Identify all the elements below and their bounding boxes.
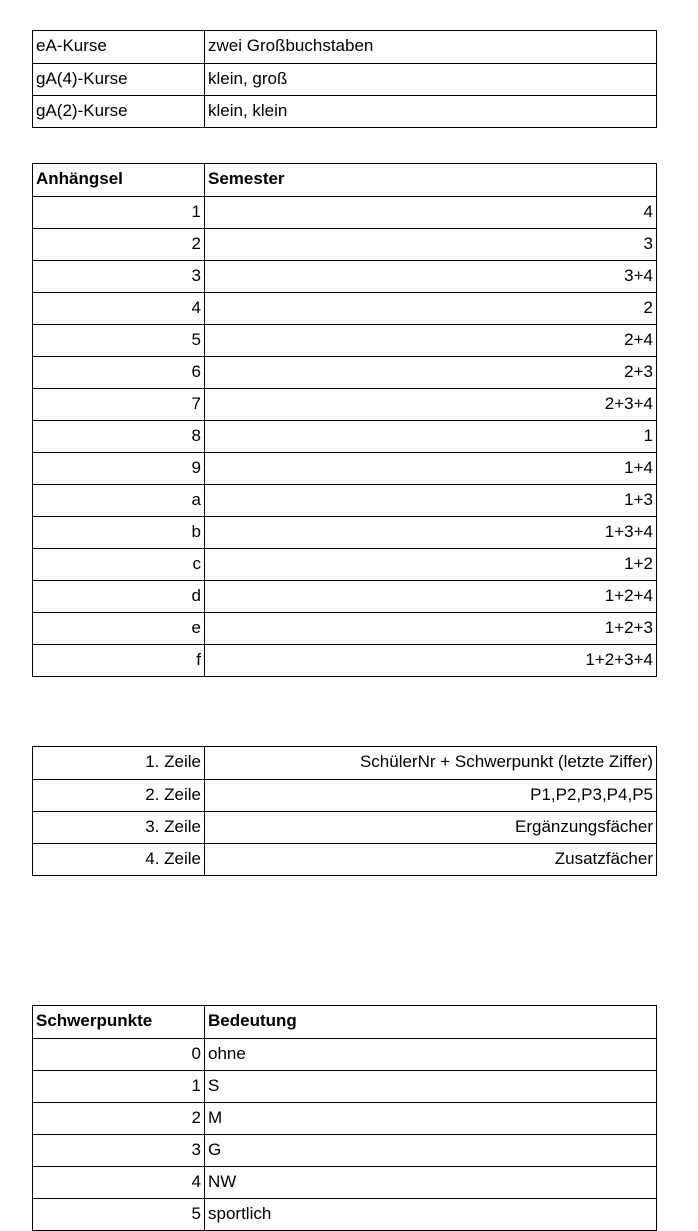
course-type-value: klein, groß	[208, 69, 288, 88]
table-row	[33, 356, 656, 388]
table-row	[33, 484, 656, 516]
table-row	[33, 747, 656, 779]
course-types-table	[32, 30, 657, 128]
table-row	[33, 420, 656, 452]
lines-table	[32, 746, 657, 876]
course-type-label: eA-Kurse	[33, 31, 205, 63]
semester-cell: 2	[643, 298, 653, 317]
semester-cell: 3+4	[624, 266, 653, 285]
focus-meaning-cell: M	[208, 1108, 223, 1127]
focus-meaning-cell: S	[208, 1076, 220, 1095]
line-content-cell: P1,P2,P3,P4,P5	[530, 785, 653, 804]
table-row	[33, 644, 656, 676]
table-header-row	[33, 164, 656, 196]
line-number-cell: 2. Zeile	[33, 780, 205, 811]
suffix-cell: 3	[33, 261, 205, 292]
line-content-cell: Zusatzfächer	[554, 849, 653, 868]
suffix-cell: d	[33, 581, 205, 612]
line-content-cell: SchülerNr + Schwerpunkt (letzte Ziffer)	[359, 752, 653, 771]
course-type-value: zwei Großbuchstaben	[208, 36, 374, 55]
suffix-cell: 9	[33, 453, 205, 484]
column-header-suffix: Anhängsel	[33, 164, 205, 196]
suffix-cell: c	[33, 549, 205, 580]
column-header-focus: Schwerpunkte	[33, 1006, 205, 1038]
focus-code-cell: 2	[33, 1103, 205, 1134]
semester-cell: 1+2	[624, 554, 653, 573]
semester-cell: 2+3+4	[604, 394, 653, 413]
table-row	[33, 843, 656, 875]
suffix-cell: 4	[33, 293, 205, 324]
table-row	[33, 324, 656, 356]
focus-code-cell: 3	[33, 1135, 205, 1166]
semester-cell: 1+2+4	[604, 586, 653, 605]
table-row	[33, 1102, 656, 1134]
column-header-semester: Semester	[208, 169, 285, 188]
table-header-row	[33, 1006, 656, 1038]
suffix-semester-table	[32, 163, 657, 677]
semester-cell: 1+3	[624, 490, 653, 509]
table-row	[33, 196, 656, 228]
suffix-cell: 1	[33, 197, 205, 228]
focus-areas-table	[32, 1005, 657, 1231]
table-row	[33, 63, 656, 95]
table-row	[33, 1070, 656, 1102]
table-row	[33, 548, 656, 580]
focus-code-cell: 4	[33, 1167, 205, 1198]
table-row	[33, 612, 656, 644]
line-content-cell: Ergänzungsfächer	[515, 817, 653, 836]
semester-cell: 2+4	[624, 330, 653, 349]
semester-cell: 1+2+3	[604, 618, 653, 637]
focus-code-cell: 5	[33, 1199, 205, 1230]
course-type-value: klein, klein	[208, 101, 288, 120]
line-number-cell: 3. Zeile	[33, 812, 205, 843]
suffix-cell: a	[33, 485, 205, 516]
course-type-label: gA(4)-Kurse	[33, 64, 205, 95]
suffix-cell: 7	[33, 389, 205, 420]
table-row	[33, 1166, 656, 1198]
focus-meaning-cell: G	[208, 1140, 222, 1159]
semester-cell: 4	[643, 202, 653, 221]
table-row	[33, 1038, 656, 1070]
table-row	[33, 1134, 656, 1166]
focus-meaning-cell: ohne	[208, 1044, 246, 1063]
semester-cell: 1	[643, 426, 653, 445]
suffix-cell: b	[33, 517, 205, 548]
focus-code-cell: 1	[33, 1071, 205, 1102]
semester-cell: 1+3+4	[604, 522, 653, 541]
suffix-cell: f	[33, 645, 205, 676]
focus-meaning-cell: NW	[208, 1172, 237, 1191]
column-header-meaning: Bedeutung	[208, 1011, 297, 1030]
table-row	[33, 95, 656, 127]
suffix-cell: e	[33, 613, 205, 644]
suffix-cell: 2	[33, 229, 205, 260]
table-row	[33, 31, 656, 63]
table-row	[33, 811, 656, 843]
table-row	[33, 1198, 656, 1230]
table-row	[33, 516, 656, 548]
semester-cell: 1+4	[624, 458, 653, 477]
table-row	[33, 580, 656, 612]
table-row	[33, 388, 656, 420]
table-row	[33, 292, 656, 324]
table-row	[33, 452, 656, 484]
focus-code-cell: 0	[33, 1039, 205, 1070]
table-row	[33, 779, 656, 811]
course-type-label: gA(2)-Kurse	[33, 96, 205, 127]
line-number-cell: 4. Zeile	[33, 844, 205, 875]
table-row	[33, 228, 656, 260]
semester-cell: 2+3	[624, 362, 653, 381]
table-row	[33, 260, 656, 292]
suffix-cell: 8	[33, 421, 205, 452]
semester-cell: 1+2+3+4	[585, 650, 653, 669]
suffix-cell: 5	[33, 325, 205, 356]
suffix-cell: 6	[33, 357, 205, 388]
line-number-cell: 1. Zeile	[33, 747, 205, 779]
semester-cell: 3	[643, 234, 653, 253]
focus-meaning-cell: sportlich	[208, 1204, 272, 1223]
